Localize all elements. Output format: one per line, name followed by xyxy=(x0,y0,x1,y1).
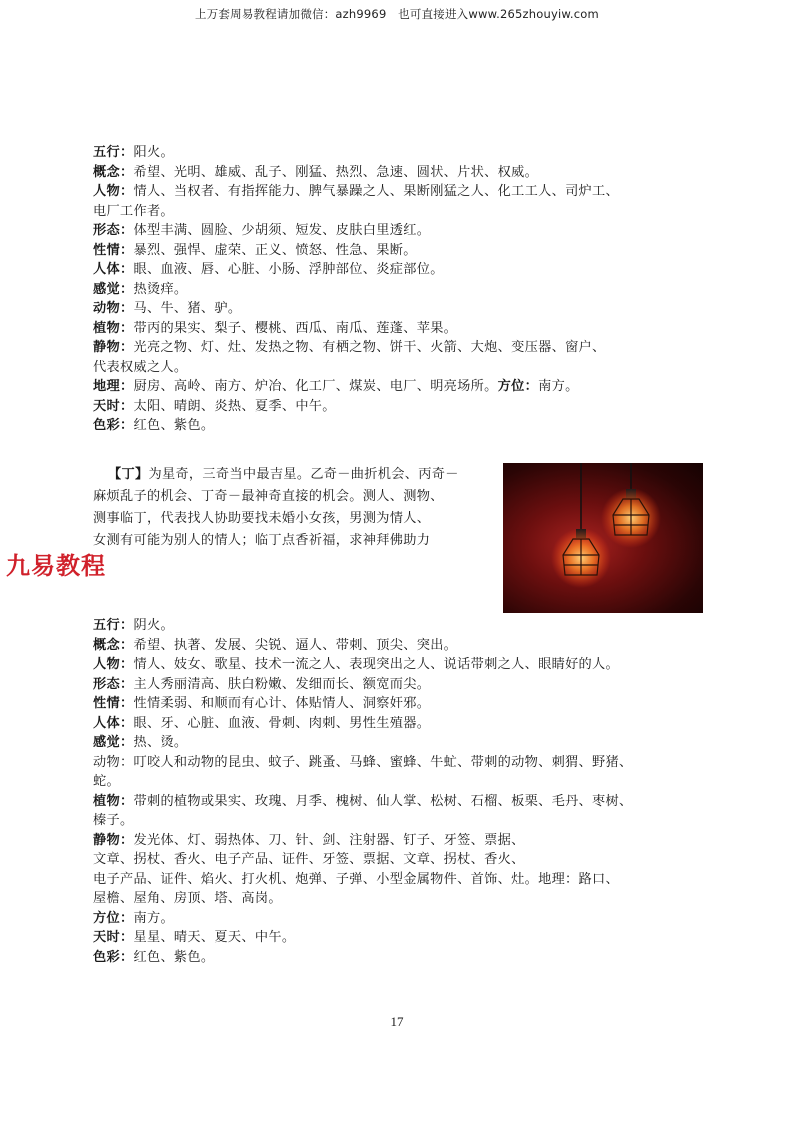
bing-line: 人体：眼、血液、唇、心脏、小肠、浮肿部位、炎症部位。 xyxy=(93,262,444,277)
ding-line: 概念：希望、执著、发展、尖锐、逼人、带刺、顶尖、突出。 xyxy=(93,637,458,653)
lamp-icon xyxy=(503,463,703,613)
watermark-logo: 九易教程 xyxy=(6,552,106,580)
ding-line: 榛子。 xyxy=(93,813,134,828)
bing-line: 天时：太阳、晴朗、炎热、夏季、中午。 xyxy=(93,398,336,414)
hanging-lamps-image xyxy=(503,463,703,613)
ding-line: 方位：南方。 xyxy=(93,910,174,926)
ding-line: 色彩：红色、紫色。 xyxy=(93,949,215,965)
ding-intro-line: 麻烦乱子的机会、丁奇－最神奇直接的机会。测人、测物、 xyxy=(93,489,444,504)
bing-line: 动物：马、牛、猪、驴。 xyxy=(93,301,242,316)
ding-intro-line: 测事临丁，代表找人协助要找未婚小女孩，男测为情人、 xyxy=(93,511,431,526)
ding-line: 人体：眼、牙、心脏、血液、骨刺、肉刺、男性生殖器。 xyxy=(93,715,431,731)
bing-line: 色彩：红色、紫色。 xyxy=(93,418,215,433)
bing-line: 形态：体型丰满、圆脸、少胡须、短发、皮肤白里透红。 xyxy=(93,223,431,238)
bing-line: 地理：厨房、高岭、南方、炉冶、化工厂、煤炭、电厂、明亮场所。方位：南方。 xyxy=(93,379,579,394)
bing-line: 概念：希望、光明、雄威、乱子、刚猛、热烈、急速、圆状、片状、权威。 xyxy=(93,164,539,180)
ding-line: 植物：带刺的植物或果实、玫瑰、月季、槐树、仙人掌、松树、石榴、板栗、毛丹、枣树、 xyxy=(93,793,633,809)
bing-line: 代表权威之人。 xyxy=(93,359,188,375)
ding-line: 感觉：热、烫。 xyxy=(93,735,188,750)
ding-line: 五行：阴火。 xyxy=(93,618,174,633)
ding-line: 形态：主人秀丽清高、肤白粉嫩、发细而长、额宽而尖。 xyxy=(93,676,431,692)
bing-line: 感觉：热烫痒。 xyxy=(93,281,188,297)
ding-line: 动物：叮咬人和动物的昆虫、蚊子、跳蚤、马蜂、蜜蜂、牛虻、带刺的动物、刺猬、野猪、 xyxy=(93,754,633,770)
ding-line: 屋檐、屋角、房顶、塔、高岗。 xyxy=(93,891,282,906)
ding-line: 蛇。 xyxy=(93,774,120,789)
page-header-ad: 上万套周易教程请加微信：azh9969 也可直接进入www.265zhouyiw.com xyxy=(195,7,599,21)
ding-line: 文章、拐杖、香火、电子产品、证件、牙签、票据、文章、拐杖、香火、 xyxy=(93,852,525,867)
bing-line: 静物：光亮之物、灯、灶、发热之物、有栖之物、饼干、火箭、大炮、变压器、窗户、 xyxy=(93,340,606,355)
bing-line: 性情：暴烈、强悍、虚荣、正义、愤怒、性急、果断。 xyxy=(93,242,417,258)
bing-line: 电厂工作者。 xyxy=(93,203,174,219)
ding-line: 性情：性情柔弱、和顺而有心计、体贴情人、洞察奸邪。 xyxy=(93,696,431,711)
page-number: 17 xyxy=(390,1014,404,1029)
ding-intro-line: 女测有可能为别人的情人；临丁点香祈福，求神拜佛助力 xyxy=(93,533,431,548)
ding-line: 电子产品、证件、焰火、打火机、炮弹、子弹、小型金属物件、首饰、灶。地理：路口、 xyxy=(93,871,620,887)
ding-line: 人物：情人、妓女、歌星、技术一流之人、表现突出之人、说话带刺之人、眼睛好的人。 xyxy=(93,657,620,672)
bing-line: 植物：带丙的果实、梨子、樱桃、西瓜、南瓜、莲蓬、苹果。 xyxy=(93,320,458,336)
ding-intro-line: 【丁】为星奇，三奇当中最吉星。乙奇－曲折机会、丙奇－ xyxy=(108,467,459,482)
ding-line: 静物：发光体、灯、弱热体、刀、针、剑、注射器、钉子、牙签、票据、 xyxy=(93,832,525,848)
ding-line: 天时：星星、晴天、夏天、中午。 xyxy=(93,930,296,945)
bing-line: 人物：情人、当权者、有指挥能力、脾气暴躁之人、果断刚猛之人、化工工人、司炉工、 xyxy=(93,184,620,199)
bing-line: 五行：阳火。 xyxy=(93,145,174,160)
